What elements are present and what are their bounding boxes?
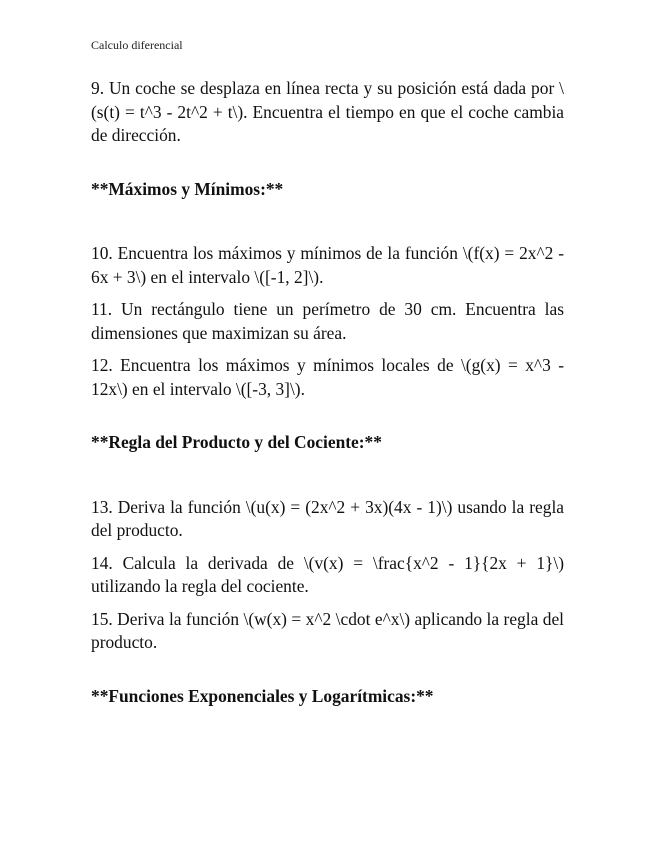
problem-13: 13. Deriva la función \(u(x) = (2x^2 + 3x)(4x - 1)\) usando la regla del producto.: [91, 496, 564, 540]
section-heading-exponenciales: **Funciones Exponenciales y Logarítmicas:**: [91, 685, 434, 706]
problem-12: 12. Encuentra los máximos y mínimos locales de \(g(x) = x^3 - 12x\) en el intervalo \([-3, 3]\).: [91, 355, 564, 399]
running-header: Calculo diferencial: [91, 38, 183, 52]
section-heading-producto-cociente: **Regla del Producto y del Cociente:**: [91, 432, 382, 452]
problem-9: 9. Un coche se desplaza en línea recta y su posición está dada por \(s(t) = t^3 - 2t^2 + t\). Encuentra el tiempo en que el coche cambia de dirección.: [91, 78, 564, 145]
document-body: [91, 77, 564, 708]
section-heading-maximos: **Máximos y Mínimos:**: [91, 178, 284, 199]
problem-14: 14. Calcula la derivada de \(v(x) = \frac{x^2 - 1}{2x + 1}\) utilizando la regla del cociente.: [91, 552, 564, 596]
problem-10: 10. Encuentra los máximos y mínimos de la función \(f(x) = 2x^2 - 6x + 3\) en el intervalo \([-1, 2]\).: [91, 243, 564, 287]
problem-15: 15. Deriva la función \(w(x) = x^2 \cdot e^x\) aplicando la regla del producto.: [91, 608, 564, 652]
problem-11: 11. Un rectángulo tiene un perímetro de 30 cm. Encuentra las dimensiones que maximizan su área.: [91, 299, 564, 343]
